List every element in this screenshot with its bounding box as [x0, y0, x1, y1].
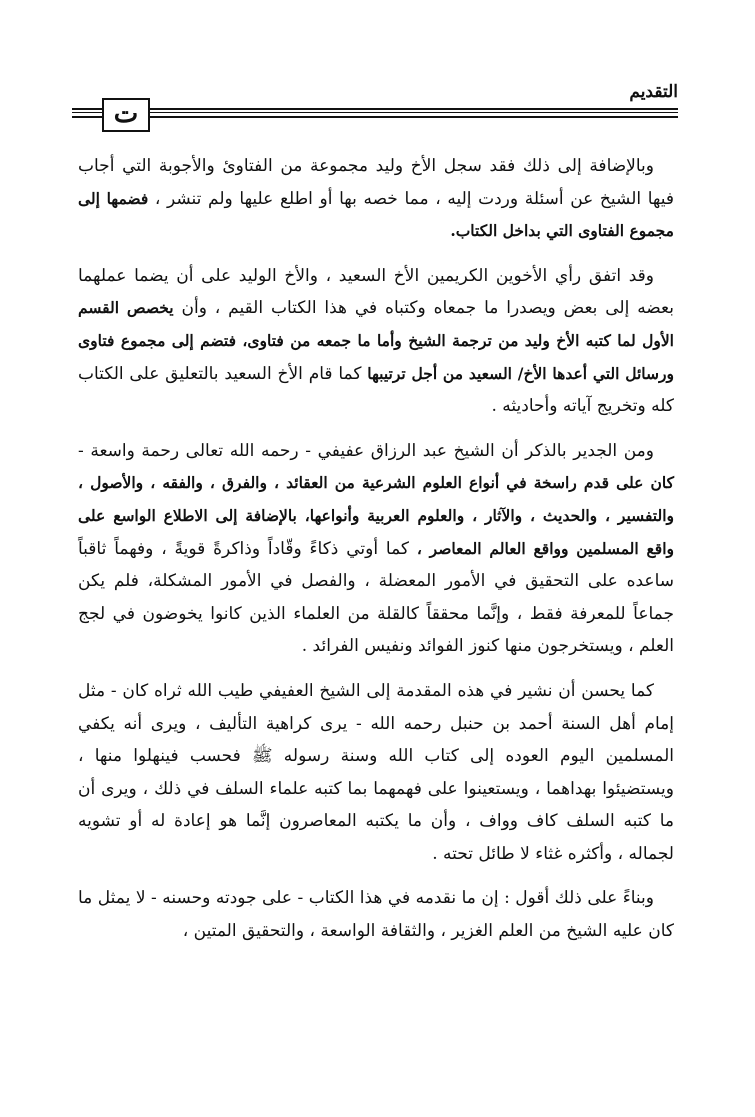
page-number: ت [113, 99, 139, 129]
page-number-box [102, 98, 150, 132]
paragraph-text: وبناءً على ذلك أقول : إن ما نقدمه في هذا الكتاب - على جودته وحسنه - لا يمثل ما كان عليه الشيخ من العلم الغزير ، والثقافة الواسعة ، والتحقيق المتين ، [78, 888, 674, 942]
page-body [78, 150, 674, 960]
paragraph-3 [78, 435, 674, 663]
paragraph-text: كما أوتي ذكاءً وقّاداً وذاكرةً قويةً ، وفهماً ثاقباً ساعده على التحقيق في الأمور المعضلة ، والفصل في الأمور المشكلة، فلم يكن جماعاً للمعرفة فقط ، وإنَّما محققاً كالقلة من العلماء الذين كانوا يخوضون في لجج العلم ، ويستخرجون منها كنوز الفوائد ونفيس الفرائد . [78, 538, 674, 657]
header-rule-bottom [72, 116, 678, 118]
paragraph-text: كما قام الأخ السعيد بالتعليق على الكتاب كله وتخريج آياته وأحاديثه . [78, 363, 674, 417]
header-rule-top [72, 108, 678, 110]
paragraph-5 [78, 882, 674, 947]
paragraph-text: وبالإضافة إلى ذلك فقد سجل الأخ وليد مجموعة من الفتاوئ والأجوبة التي أجاب فيها الشيخ عن أسئلة وردت إليه ، مما خصه بها أو اطلع عليها ولم تنشر ، [78, 156, 675, 209]
paragraph-1 [78, 150, 674, 248]
header-rule-middle [72, 112, 678, 113]
paragraph-2 [78, 260, 674, 423]
paragraph-text: ومن الجدير بالذكر أن الشيخ عبد الرزاق عفيفي - رحمه الله تعالى رحمة واسعة - [78, 440, 654, 461]
paragraph-bold-text: كان على قدم راسخة في أنواع العلوم الشرعية من العقائد ، والفرق ، والفقه ، والأصول ، والتفسير ، والحديث ، والآثار ، والعلوم العربية وأنواعها، بالإضافة إلى الاطلاع الواسع على واقع المسلمين وواقع العالم المعاصر ، [78, 473, 674, 558]
paragraph-4 [78, 675, 674, 871]
paragraph-text: وقد اتفق رأي الأخوين الكريمين الأخ السعيد ، والأخ الوليد على أن يضما عملهما بعضه إلى بعض ويصدرا ما جمعاه وكتباه في هذا الكتاب القيم ، وأن [78, 265, 674, 319]
paragraph-bold-text: فضمها إلى مجموع الفتاوى التي بداخل الكتاب. [78, 188, 674, 241]
paragraph-text: كما يحسن أن نشير في هذه المقدمة إلى الشيخ العفيفي طيب الله ثراه كان - مثل إمام أهل السنة أحمد بن حنبل رحمه الله - يرى كراهية التأليف ، ويرى أنه يكفي المسلمين اليوم العوده إلى كتاب الله وسنة رسوله ﷺ فحسب فينهلوا منها ، ويستضيئوا بهداهما ، ويستعينوا على فهمهما بما كتبه علماء السلف في ذلك ، ويرى أن ما كتبه السلف كاف وواف ، وأن ما يكتبه المعاصرون إنَّما هو إعادة له أو تشويه لجماله ، وأكثره غثاء لا طائل تحته . [78, 680, 674, 864]
paragraph-bold-text: يخصص القسم الأول لما كتبه الأخ وليد من ترجمة الشيخ وأما ما جمعه من فتاوى، فتضم إلى مجموع فتاوى ورسائل التي أعدها الأخ/ السعيد من أجل ترتيبها [78, 298, 674, 383]
page-header [72, 82, 678, 132]
running-title: التقديم [621, 82, 678, 102]
